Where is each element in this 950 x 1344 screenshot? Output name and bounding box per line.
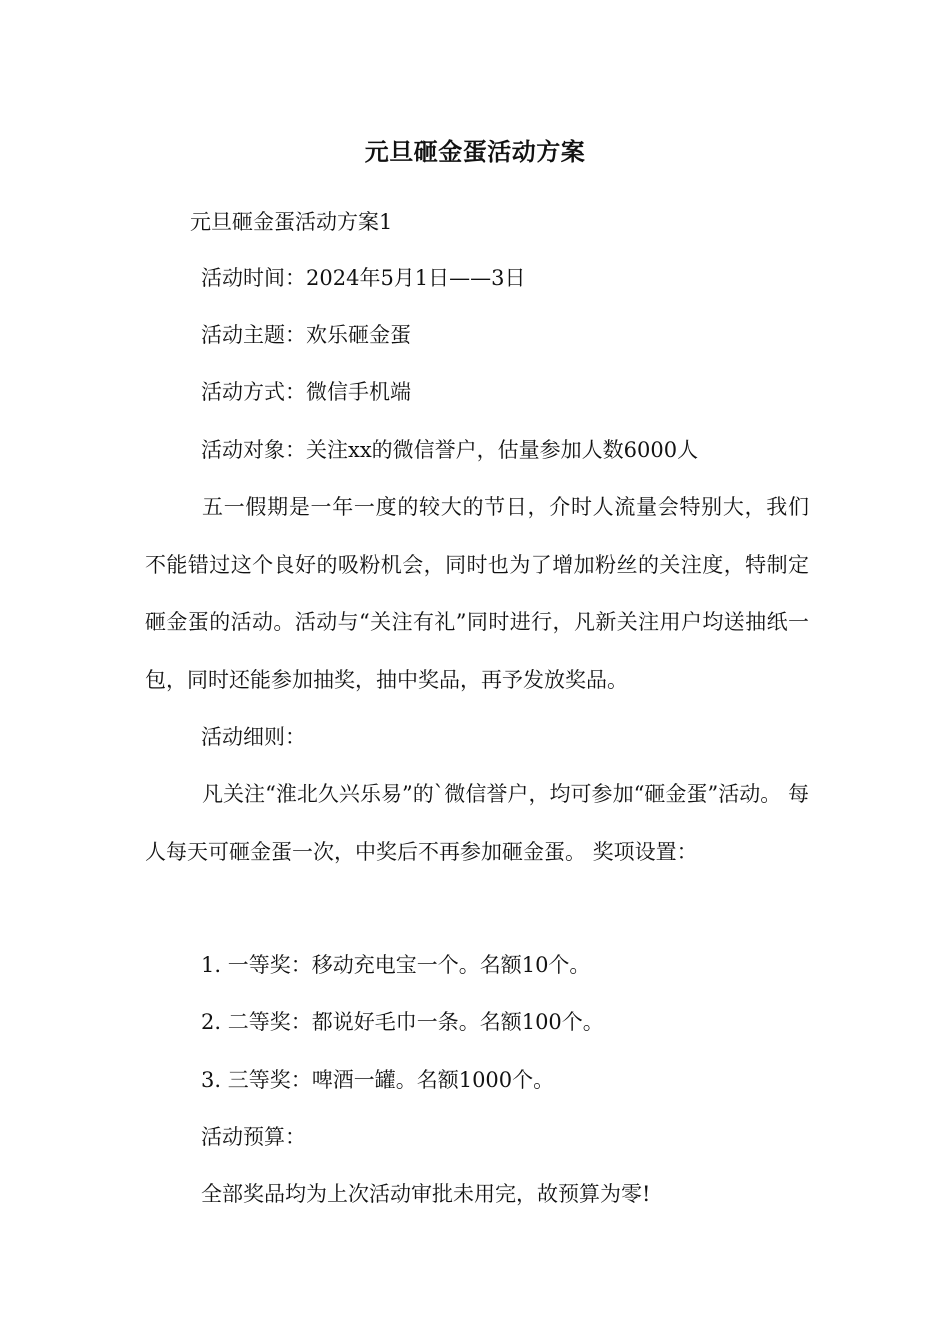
activity-time: 活动时间：2024年5月1日——3日 [201, 266, 526, 290]
prize-item-third: 3. 三等奖：啤酒一罐。名额1000个。 [201, 1068, 555, 1092]
activity-target: 活动对象：关注xx的微信誉户，估量参加人数6000人 [201, 438, 699, 462]
budget-text: 全部奖品均为上次活动审批未用完，故预算为零! [201, 1182, 651, 1206]
prize-item-second: 2. 二等奖：都说好毛巾一条。名额100个。 [201, 1010, 604, 1034]
activity-method: 活动方式：微信手机端 [201, 380, 411, 404]
budget-heading: 活动预算： [201, 1125, 306, 1149]
rules-paragraph: 凡关注“淮北久兴乐易”的`微信誉户，均可参加“砸金蛋”活动。 每人每天可砸金蛋一次，中奖后不再参加砸金蛋。 奖项设置： [145, 782, 809, 864]
prize-item-first: 1. 一等奖：移动充电宝一个。名额10个。 [201, 953, 591, 977]
plan-subtitle: 元旦砸金蛋活动方案1 [190, 210, 393, 234]
document-title: 元旦砸金蛋活动方案 [364, 137, 586, 166]
activity-theme: 活动主题：欢乐砸金蛋 [201, 323, 411, 347]
rules-heading: 活动细则： [201, 725, 306, 749]
intro-paragraph: 五一假期是一年一度的较大的节日，介时人流量会特别大，我们不能错过这个良好的吸粉机会，同时也为了增加粉丝的关注度，特制定砸金蛋的活动。活动与“关注有礼”同时进行，凡新关注用户均送抽纸一包，同时还能参加抽奖，抽中奖品，再予发放奖品。 [145, 495, 809, 692]
